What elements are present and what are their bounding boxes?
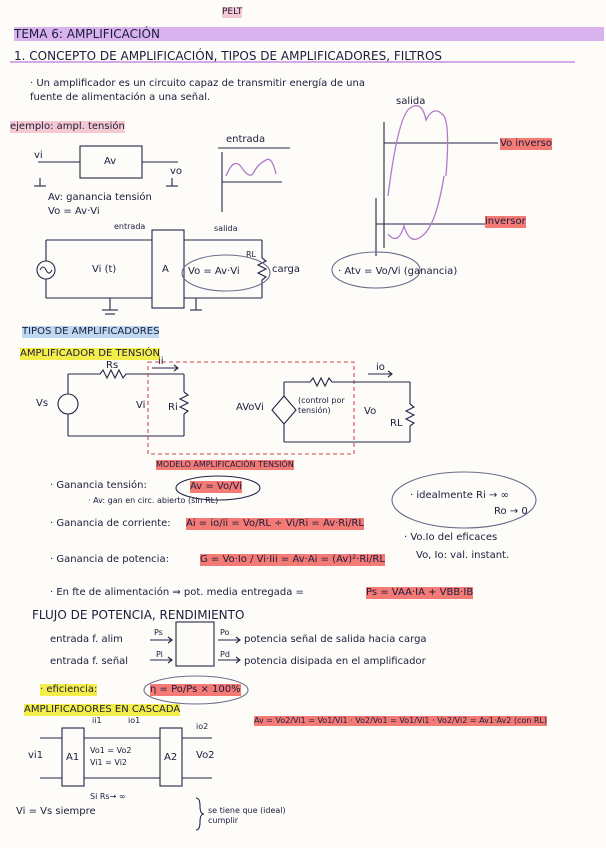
- carga-label: carga: [272, 264, 301, 275]
- cascade-heading: AMPLIFICADORES EN CASCADA: [24, 704, 181, 715]
- voltage-amp-heading: AMPLIFICADOR DE TENSIÓN: [20, 348, 160, 359]
- supply-eq: Ps = VAA·IA + VBB·IB: [366, 587, 474, 598]
- rl-label: RL: [246, 250, 257, 259]
- def-line1: · Un amplificador es un circuito capaz de transmitir energía de una: [30, 78, 365, 89]
- voltage-gain-note: · Av: gan en circ. abierto (sin RL): [88, 496, 219, 505]
- av-gain-text: Av: ganancia tensión: [48, 192, 152, 203]
- power-gain-eq: G = Vo·Io / Vi·Iii = Av·Ai = (Av)²·Ri/RL: [200, 554, 385, 565]
- salida-label: salida: [396, 96, 426, 107]
- def-line2: fuente de alimentación a una señal.: [30, 92, 211, 103]
- inversor-label: inversor: [485, 216, 526, 227]
- entrada-circuit-label: entrada: [114, 222, 146, 231]
- power-gain-label: · Ganancia de potencia:: [50, 554, 169, 565]
- vi-t-label: Vi (t): [92, 264, 117, 275]
- vi2-label: Vi1 = Vi2: [90, 758, 128, 767]
- vo-label: vo: [170, 166, 183, 177]
- voltage-gain-label: · Ganancia tensión:: [50, 480, 147, 491]
- flow-entrada-alim: entrada f. alim: [50, 634, 123, 645]
- avovi-label: AVoVi: [236, 402, 264, 413]
- vo-model-label: Vo: [364, 406, 377, 417]
- current-gain-eq: Ai = io/ii = Vo/RL ÷ Vi/Ri = Av·Ri/RL: [186, 518, 364, 529]
- ps-label: Ps: [154, 628, 163, 637]
- pi-label: Pi: [156, 650, 163, 659]
- supply-text: · En fte de alimentación ⇒ pot. media entregada =: [50, 587, 304, 598]
- a1-label: A1: [66, 752, 80, 763]
- page-title: TEMA 6: AMPLIFICACIÓN: [14, 27, 604, 41]
- flow-potencia-disipada: potencia disipada en el amplificador: [244, 656, 426, 667]
- cascade-note-top: Si Rs→ ∞: [90, 792, 126, 801]
- ii1-label: ii1: [92, 716, 102, 725]
- a-box-label: A: [162, 264, 169, 275]
- gain-eq-text: · Atv = Vo/Vi (ganancia): [338, 266, 458, 277]
- salida-circuit-label: salida: [214, 224, 238, 233]
- current-gain-label: · Ganancia de corriente:: [50, 518, 171, 529]
- flow-heading: FLUJO DE POTENCIA, RENDIMIENTO: [32, 608, 245, 622]
- types-heading: TIPOS DE AMPLIFICADORES: [22, 326, 160, 337]
- vi-vs-text: Vi = Vs siempre: [16, 806, 96, 817]
- vi-model-label: Vi: [136, 400, 146, 411]
- ri-label: Ri: [168, 402, 178, 413]
- flow-entrada-senal: entrada f. señal: [50, 656, 129, 667]
- a2-label: A2: [164, 752, 178, 763]
- efficiency-eq: η = Po/Ps × 100%: [150, 684, 241, 695]
- io-label: io: [376, 362, 385, 373]
- header-tag: PELT: [222, 7, 243, 17]
- vo-io-inst: Vo, Io: val. instant.: [416, 550, 510, 561]
- flow-potencia-salida: potencia señal de salida hacia carga: [244, 634, 427, 645]
- entrada-plot-label: entrada: [226, 134, 266, 145]
- example-label: ejemplo: ampl. tensión: [10, 121, 125, 132]
- vs-label: Vs: [36, 398, 49, 409]
- voltage-gain-eq: Av = Vo/Vi: [190, 481, 242, 492]
- ii-label: ii: [158, 356, 164, 367]
- av-box-label: Av: [104, 156, 117, 167]
- io2-label: io2: [196, 722, 209, 731]
- efficiency-label: · eficiencia:: [40, 684, 98, 695]
- vi1-label: vi1: [28, 750, 44, 761]
- vo-eq-text: Vo = Av·Vi: [48, 206, 100, 217]
- vo1-label: Vo1 = Vo2: [90, 746, 132, 755]
- vi-label: vi: [34, 150, 43, 161]
- vo-inverso-label: Vo inverso: [500, 138, 552, 149]
- model-label: MODELO AMPLIFICACIÓN TENSIÓN: [156, 460, 294, 469]
- po-label: Po: [220, 628, 230, 637]
- vo-box-label: Vo = Av·Vi: [188, 266, 240, 277]
- vo-io-eff: · Vo.Io del eficaces: [404, 532, 498, 543]
- ideal-ri: · idealmente Ri → ∞: [410, 490, 509, 501]
- pd-label: Pd: [220, 650, 230, 659]
- brace-note: se tiene que (ideal) cumplir: [208, 806, 286, 825]
- rl-model-label: RL: [390, 418, 403, 429]
- cascade-gain-eq: Av = Vo2/Vi1 = Vo1/Vi1 · Vo2/Vo1 = Vo1/Vi1 · Vo2/Vi2 = Av1·Av2 (con RL): [254, 716, 547, 725]
- ctrl-label: (control por tensión): [298, 396, 345, 415]
- ideal-ro: Ro → 0: [494, 506, 528, 517]
- rs-label: Rs: [106, 360, 119, 371]
- section1-heading: 1. CONCEPTO DE AMPLIFICACIÓN, TIPOS DE AMPLIFICADORES, FILTROS: [14, 49, 443, 63]
- io1-label: io1: [128, 716, 141, 725]
- vo2-label: Vo2: [196, 750, 215, 761]
